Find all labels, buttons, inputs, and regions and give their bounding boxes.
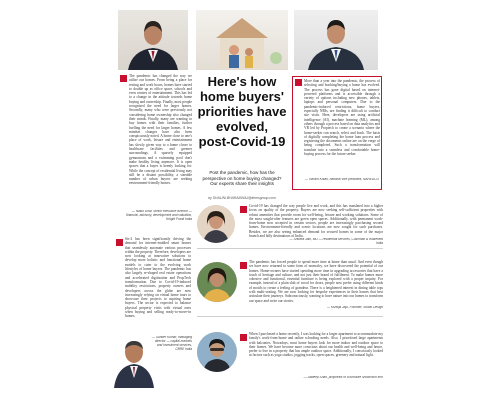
headline-line-2: home buyers': [199, 89, 284, 104]
headline-line-1: Here's how: [207, 74, 277, 89]
article-5-byline: — Kshitija Jaju, Founder, Studio Design: [326, 306, 383, 309]
article-6-body: When I purchased a home recently, I was looking for a larger apartment to accommodate my family's work-from-home and online schooling needs. Also, I prioritised large apartments with balconies. Nowadays, most home buyers look for more indoor and outdoor space to their homes. We have become more conscious about our health and well-being and hence, prefer to live in a property that has ample outdoor space. Additionally, I consciously looked at factors such as yoga studios, jogging tracks, open spaces, greenery and natural light.: [249, 332, 383, 358]
article-6-byline: — Jaideep Shah, proprietor of a furniture showroom firm: [303, 376, 383, 379]
article-1-body: The pandemic has changed the way we utilise our homes. From being a place for resting and work hours, homes have started to double up as office space, schools and even centres of entertainment. This has led to a change in the attitude towards home buying and ownership. Finally, most people recognised the need for larger homes. Secondly, many who were previously not considering home ownership also changed their minds. Finally, many are wanting to buy homes with their families, further fuelling the need for larger homes. A few mindset changes have also been conspicuously noted. A home close to one's place of work, leisure and entertainment has slowly given way to a home closer to healthcare facilities and greener surroundings. A sparsely equipped gymnasium and a swimming pool don't make healthy living anymore. It is open spaces that a buyer is keenly looking for. While the concept of residential living may still be a distant possibility, a sizeable number of urban buyers are seeking environment-friendly homes.: [129, 74, 192, 186]
quote-marker-a4: [116, 239, 123, 246]
article-2-box: [292, 76, 382, 190]
headline: [196, 74, 288, 166]
avatar-jaideep-shah: [197, 332, 237, 372]
article-3-byline: — Shweta Jain, MD — residential services, Cushman & Wakefield India: [289, 238, 383, 245]
intro-credit: by SHALINI.BHARADWAJ@timesgroup.com: [208, 196, 276, 200]
portrait-photo-vikram-kotak: [294, 10, 378, 70]
intro-text: Post the pandemic, how has the perspective on home buying changed? Our experts share their insights: [202, 170, 282, 187]
article-4-body: Sir-2 has been significantly driving the demand for internet-enabled smart homes that seamlessly automate various processes within the property. Therefore, developers are now looking at innovative solutions to develop more holistic and functional home models to cater to the evolving work lifestyles of home buyers. The pandemic has also largely re-shaped real estate operations and accelerated digitisation and PropTech transformation. Due to Covid-19-induced mobility restrictions, property owners and developers across the globe are now increasingly relying on virtual home tours to showcase their projects to aspiring home buyers. The sector is expected to balance physical property visits with virtual ones when buying and selling ready-to-move-in homes.: [125, 237, 191, 319]
portrait-photo-nakul-dhar: [118, 10, 188, 70]
article-1-byline: — Nakul Dhar, senior executive director — financial, advisory, development and valuation, Knight Frank India: [126, 210, 192, 221]
quote-marker-a2: [295, 79, 302, 86]
headline-line-5: post-Covid-19: [198, 134, 286, 149]
avatar-kshitija-jaju: [197, 262, 237, 302]
quote-marker-a5: [240, 262, 247, 269]
quote-marker-a1: [120, 75, 127, 82]
article-4-byline: — Sunder Kumar, managing director — capital markets and investment services, CBRE India: [151, 336, 192, 351]
divider-a5: [197, 316, 383, 317]
divider-a3: [197, 248, 383, 249]
headline-line-4: evolved,: [215, 119, 269, 134]
quote-marker-a6: [240, 334, 247, 341]
quote-marker-a3: [240, 206, 247, 213]
article-2-body: More than a year into the pandemic, the process of selecting and booking/buying a home has evolved. The process has gone digital based on internet-powered platforms and is accessible through a variety of options including new phones, tablets, laptops and personal computers. Due to the pandemic-induced restrictions, home buyers, especially NRIs, are finding it difficult to conduct site visits. Here, developers are using artificial intelligence (AI), machine learning (ML), among others through a process based on data analytics and VR led by Proptech to create a scenario where the home-seeker can search, select and book. The basis of digitally completing the home loan process and registering the documents online are on the verge of being completed. Such a transformation will translate into a seamless and comfortable home-buying process for the future seeker.: [304, 79, 380, 157]
headline-line-3: priorities have: [197, 104, 287, 119]
article-3-body: Covid-19 has changed the way people live and work, and this has translated into a higher focus on quality of the property. Buyers are now seeking self-sufficient properties with robust amenities that provide room for well-being, leisure and working solutions. Some of the most sought-after features are green open spaces. Additionally, with permanent work-from-home now accepted in certain sectors, people are increasingly purchasing second homes. Environment-friendly and scenic locations are now sought for such purchases. Besides, we are also seeing enhanced demand for secured homes in some of the major branch and hilly destinations of India.: [249, 204, 383, 238]
avatar-shweta-jain: [197, 205, 235, 243]
article-2-byline: — Vikram Kotak, national vice president, NAREDCO: [304, 178, 379, 181]
article-5-body: The pandemic has forced people to spend more time at home than usual. And even though we have now returned to some form of normalcy, we have discovered the potential of our homes. Home-owners have started spending more time in upgrading accessories that have a touch of heritage and culture, and not just their brand of fulfilment. To make homes more cohesive and functional, essential furniture is being explored with a proper inquiry. For example, instead of a plain slab of wood for doors, people now prefer using different kinds of motifs to create a feeling of grandeur. There is a heightened interest in dining table tops with multi-seating. We are now looking for bespoke experiences in their homes that best articulate their journeys. Subconsciously, wanting to have nature into our homes to transform our space and write our stories.: [249, 260, 383, 303]
family-home-photo: [196, 10, 288, 70]
